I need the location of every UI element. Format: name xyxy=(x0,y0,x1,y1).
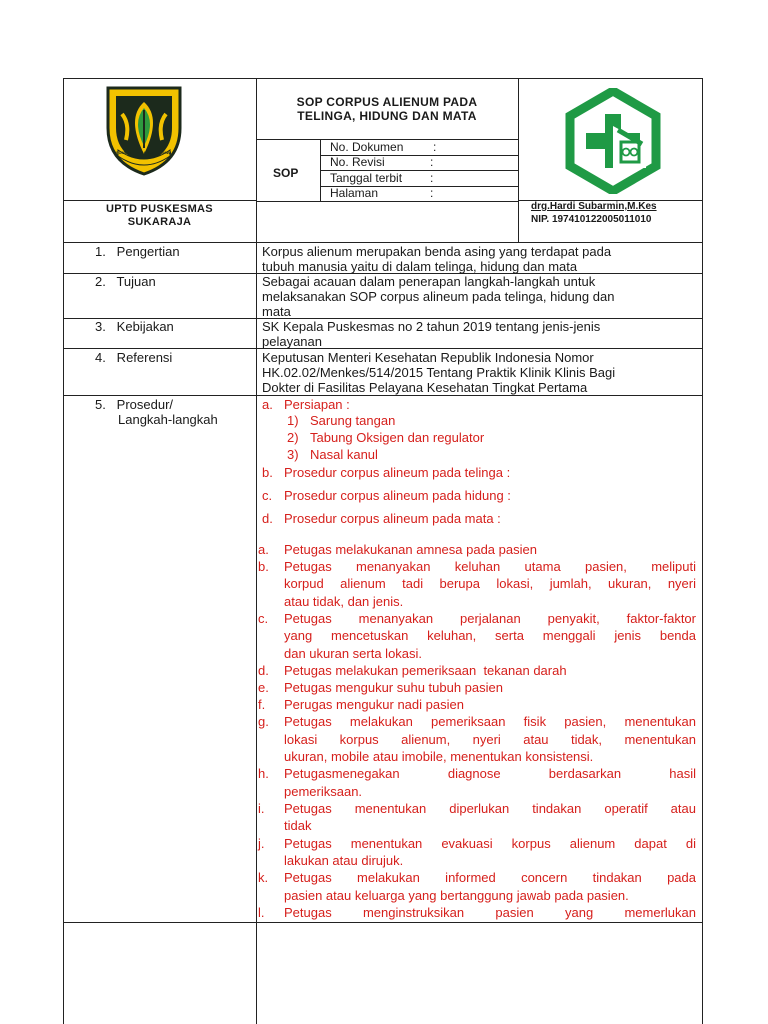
row-text-reference: HK.02.02/Menkes/514/2015 Tentang Praktik Klinik Klinis Bagi xyxy=(262,365,616,380)
step-line: dan ukuran serta lokasi. xyxy=(284,646,423,661)
prep-item: Nasal kanul xyxy=(310,447,378,462)
prep-marker: a. xyxy=(262,397,273,412)
step-line: korpud alienum tadi berupa lokasi, jumlah, ukuran, nyeri xyxy=(284,576,696,591)
row-text-purpose: Sebagai acauan dalam penerapan langkah-langkah untuk xyxy=(262,274,596,289)
step-marker: f. xyxy=(258,697,266,712)
step-line: pemeriksaan. xyxy=(284,784,363,799)
sop-label: SOP xyxy=(273,166,299,180)
row-label-reference: 4. Referensi xyxy=(95,350,173,365)
body-border-left xyxy=(63,243,64,1024)
row-text-reference: Dokter di Fasilitas Pelayana Kesehatan Tingkat Pertama xyxy=(262,380,588,395)
step-line: Petugas melakukanan amnesa pada pasien xyxy=(284,542,537,557)
meta-label-document-number: No. Dokumen xyxy=(330,140,404,154)
organization-name: SUKARAJA xyxy=(127,216,192,228)
step-line: Petugas mengukur suhu tubuh pasien xyxy=(284,680,503,695)
row-label-purpose: 2. Tujuan xyxy=(95,274,156,289)
header-divider xyxy=(63,200,256,201)
regency-emblem-icon xyxy=(104,84,184,176)
step-marker: b. xyxy=(258,559,269,574)
header-divider xyxy=(518,78,519,243)
meta-separator: : xyxy=(430,186,434,200)
row-label-definition: 1. Pengertian xyxy=(95,244,180,259)
step-marker: g. xyxy=(258,714,269,729)
step-marker: c. xyxy=(258,611,269,626)
step-line: atau tidak, dan jenis. xyxy=(284,594,404,609)
emblem-motto: SUMBAH RIPAH LOH JINAWI xyxy=(116,150,172,155)
step-line: yang mencetuskan keluhan, serta menggali jenis benda xyxy=(284,628,696,643)
row-label-procedure: 5. Prosedur/ xyxy=(95,397,174,412)
step-line: Perugas mengukur nadi pasien xyxy=(284,697,464,712)
body-border-right xyxy=(702,243,703,1024)
step-line: lakukan atau dirujuk. xyxy=(284,853,404,868)
step-line: Petugasmenegakan diagnose berdasarkan hasil xyxy=(284,766,696,781)
signatory-nip: NIP. 197410122005011010 xyxy=(531,214,652,225)
step-line: Petugas menanyakan perjalanan penyakit, faktor-faktor xyxy=(284,611,696,626)
row-divider xyxy=(63,348,703,349)
row-divider xyxy=(63,395,703,396)
step-marker: d. xyxy=(258,663,269,678)
meta-separator: : xyxy=(433,140,437,154)
step-line: Petugas menentukan diperlukan tindakan operatif atau xyxy=(284,801,696,816)
prep-item: Tabung Oksigen dan regulator xyxy=(310,430,485,445)
step-marker: k. xyxy=(258,870,269,885)
step-line: Petugas menanyakan keluhan utama pasien, meliputi xyxy=(284,559,696,574)
row-text-purpose: melaksanakan SOP corpus alineum pada telinga, hidung dan xyxy=(262,289,615,304)
step-line: pasien atau keluarga yang bertanggung jawab pada pasien. xyxy=(284,888,629,903)
meta-label-page: Halaman xyxy=(330,186,379,200)
body-column-divider xyxy=(256,243,257,1024)
meta-separator: : xyxy=(430,155,434,169)
step-marker: j. xyxy=(258,836,265,851)
step-marker: e. xyxy=(258,680,269,695)
row-text-definition: tubuh manusia yaitu di dalam telinga, hidung dan mata xyxy=(262,259,578,274)
row-label-policy: 3. Kebijakan xyxy=(95,319,174,334)
section-heading-ear: Prosedur corpus alineum pada telinga : xyxy=(284,465,511,480)
section-heading-nose: Prosedur corpus alineum pada hidung : xyxy=(284,488,511,503)
meta-label-revision: No. Revisi xyxy=(330,155,385,169)
meta-label-issue-date: Tanggal terbit xyxy=(330,171,403,185)
row-text-policy: pelayanan xyxy=(262,334,322,349)
section-marker: d. xyxy=(262,511,273,526)
document-title: SOP CORPUS ALIENUM PADA xyxy=(296,95,478,109)
signatory-name: drg.Hardi Subarmin,M.Kes xyxy=(531,201,657,212)
section-marker: c. xyxy=(262,488,273,503)
procedure-bottom-border xyxy=(63,922,703,923)
prep-title: Persiapan : xyxy=(284,397,350,412)
step-line: ukuran, mobile atau imobile, menentukan konsistensi. xyxy=(284,749,594,764)
step-line: Petugas menentukan evakuasi korpus alienum dapat di xyxy=(284,836,696,851)
step-line: lokasi korpus alienum, nyeri atau tidak, menentukan xyxy=(284,732,696,747)
prep-item-marker: 3) xyxy=(287,447,299,462)
step-line: Petugas melakukan pemeriksaan fisik pasien, menentukan xyxy=(284,714,696,729)
step-marker: a. xyxy=(258,542,269,557)
prep-item-marker: 1) xyxy=(287,413,299,428)
row-text-policy: SK Kepala Puskesmas no 2 tahun 2019 tentang jenis-jenis xyxy=(262,319,601,334)
puskesmas-logo-icon xyxy=(560,88,666,194)
section-heading-eye: Prosedur corpus alineum pada mata : xyxy=(284,511,501,526)
meta-separator: : xyxy=(430,171,434,185)
step-line: Petugas melakukan pemeriksaan tekanan darah xyxy=(284,663,567,678)
prep-item: Sarung tangan xyxy=(310,413,396,428)
step-marker: l. xyxy=(258,905,265,920)
section-marker: b. xyxy=(262,465,273,480)
step-line: Petugas melakukan informed concern tindakan pada xyxy=(284,870,696,885)
row-label-procedure: Langkah-langkah xyxy=(118,412,218,427)
step-marker: i. xyxy=(258,801,265,816)
row-text-definition: Korpus alienum merupakan benda asing yang terdapat pada xyxy=(262,244,612,259)
step-line: tidak xyxy=(284,818,312,833)
step-line: Petugas menginstruksikan pasien yang memerlukan xyxy=(284,905,696,920)
header-divider xyxy=(256,201,518,202)
row-text-purpose: mata xyxy=(262,304,291,319)
organization-name: UPTD PUSKESMAS xyxy=(106,203,213,215)
document-title: TELINGA, HIDUNG DAN MATA xyxy=(297,109,477,123)
row-text-reference: Keputusan Menteri Kesehatan Republik Indonesia Nomor xyxy=(262,350,594,365)
prep-item-marker: 2) xyxy=(287,430,299,445)
step-marker: h. xyxy=(258,766,269,781)
